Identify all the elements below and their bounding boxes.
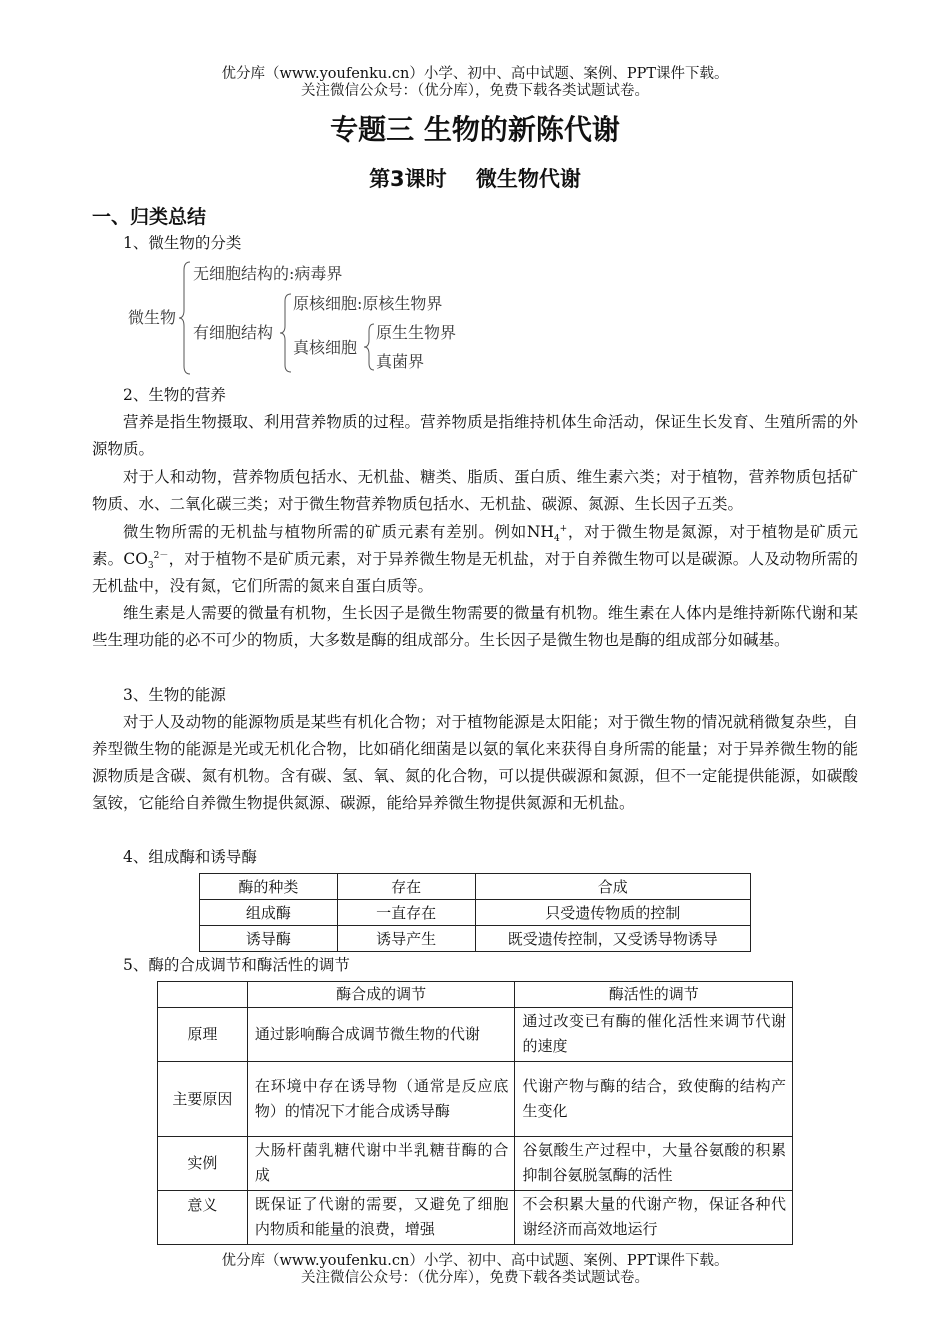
paragraph-inorganic-salts xyxy=(92,519,858,600)
brace-cellular xyxy=(280,294,291,372)
subsection-heading-classification: 1、微生物的分类 xyxy=(123,234,242,252)
table-header-cell: 合成 xyxy=(475,874,751,900)
table-row xyxy=(158,1008,793,1062)
tree-node-fungi: 真菌界 xyxy=(376,352,425,371)
para-text: ，对于植物不是矿质元素，对于异养微生物是无机盐，对于自养微生物可以是碳源。人及动物所需的无机盐中，没有氮，它们所需的氮来自蛋白质等。 xyxy=(92,550,858,595)
subsection-heading-regulation: 5、酶的合成调节和酶活性的调节 xyxy=(123,956,350,974)
table-row-label: 原理 xyxy=(158,1008,248,1062)
header-line-2: 关注微信公众号：（优分库），免费下载各类试题试卷。 xyxy=(301,83,649,99)
subsection-heading-energy: 3、生物的能源 xyxy=(123,686,226,704)
para-text: 微生物所需的无机盐与植物所需的矿质元素有差别。例如NH xyxy=(123,523,554,541)
enzyme-types-table xyxy=(199,873,751,952)
footer-line-2: 关注微信公众号：（优分库），免费下载各类试题试卷。 xyxy=(301,1270,649,1286)
tree-node-acellular: 无细胞结构的:病毒界 xyxy=(193,264,343,283)
table-row-label: 实例 xyxy=(158,1137,248,1191)
lesson-subtitle: 第3课时 微生物代谢 xyxy=(369,167,581,191)
tree-node-prokaryotic: 原核细胞:原核生物界 xyxy=(293,294,443,313)
document-title: 专题三 生物的新陈代谢 xyxy=(330,113,620,146)
table-header-cell: 酶活性的调节 xyxy=(515,982,793,1008)
table-cell: 谷氨酸生产过程中，大量谷氨酸的积累抑制谷氨脱氢酶的活性 xyxy=(515,1137,793,1191)
table-row-label: 意义 xyxy=(158,1191,248,1245)
header-line-1: 优分库（www.youfenku.cn）小学、初中、高中试题、案例、PPT课件下载。 xyxy=(221,66,729,82)
table-row xyxy=(200,926,751,952)
tree-root-microbe: 微生物 xyxy=(128,308,177,327)
paragraph-nutrition-definition: 营养是指生物摄取、利用营养物质的过程。营养物质是指维持机体生命活动，保证生长发育、生殖所需的外源物质。 xyxy=(92,413,858,458)
brace-eukaryotic xyxy=(364,324,374,370)
subscript: 4 xyxy=(553,534,560,545)
table-cell: 通过影响酶合成调节微生物的代谢 xyxy=(247,1008,515,1062)
table-cell: 代谢产物与酶的结合，致使酶的结构产生变化 xyxy=(515,1062,793,1137)
para-text: ，对于微生物是氮源，对于植物是矿质元素。CO xyxy=(92,523,858,568)
page-footer xyxy=(0,1253,950,1287)
paragraph-vitamins: 维生素是人需要的微量有机物，生长因子是微生物需要的微量有机物。维生素在人体内是维持新陈代谢和某些生理功能的必不可少的物质，大多数是酶的组成部分。生长因子是微生物也是酶的组成部分如碱基。 xyxy=(92,604,858,649)
table-row xyxy=(158,1137,793,1191)
table-cell: 不会积累大量的代谢产物，保证各种代谢经济而高效地运行 xyxy=(515,1191,793,1245)
subsection-heading-nutrition: 2、生物的营养 xyxy=(123,386,226,404)
table-header-cell: 酶的种类 xyxy=(200,874,338,900)
table-cell: 大肠杆菌乳糖代谢中半乳糖苷酶的合成 xyxy=(247,1137,515,1191)
table-cell: 诱导产生 xyxy=(337,926,475,952)
tree-node-eukaryotic: 真核细胞 xyxy=(293,338,358,357)
subsection-heading-enzymes: 4、组成酶和诱导酶 xyxy=(123,848,257,866)
table-header-row xyxy=(158,982,793,1008)
table-cell: 通过改变已有酶的催化活性来调节代谢的速度 xyxy=(515,1008,793,1062)
table-header-row xyxy=(200,874,751,900)
tree-node-cellular: 有细胞结构 xyxy=(193,323,274,342)
table-cell: 既保证了代谢的需要，又避免了细胞内物质和能量的浪费，增强 xyxy=(247,1191,515,1245)
table-cell: 一直存在 xyxy=(337,900,475,926)
paragraph-nutrient-types: 对于人和动物，营养物质包括水、无机盐、糖类、脂质、蛋白质、维生素六类；对于植物，营养物质包括矿物质、水、二氧化碳三类；对于微生物营养物质包括水、无机盐、碳源、氮源、生长因子五类。 xyxy=(92,468,858,513)
table-row-label: 主要原因 xyxy=(158,1062,248,1137)
superscript: 2－ xyxy=(153,550,169,561)
table-cell: 只受遗传物质的控制 xyxy=(475,900,751,926)
table-header-cell: 存在 xyxy=(337,874,475,900)
table-cell: 在环境中存在诱导物（通常是反应底物）的情况下才能合成诱导酶 xyxy=(247,1062,515,1137)
enzyme-regulation-table xyxy=(157,981,793,1245)
table-header-cell xyxy=(158,982,248,1008)
tree-node-protista: 原生生物界 xyxy=(376,323,457,342)
section-heading: 一、归类总结 xyxy=(92,206,207,228)
table-cell: 诱导酶 xyxy=(200,926,338,952)
table-header-cell: 酶合成的调节 xyxy=(247,982,515,1008)
footer-line-1: 优分库（www.youfenku.cn）小学、初中、高中试题、案例、PPT课件下载。 xyxy=(221,1253,729,1269)
subscript: 3 xyxy=(147,561,154,572)
superscript: + xyxy=(559,523,568,534)
table-row xyxy=(158,1191,793,1245)
brace-root xyxy=(179,262,190,374)
table-cell: 既受遗传控制，又受诱导物诱导 xyxy=(475,926,751,952)
paragraph-energy-sources: 对于人及动物的能源物质是某些有机化合物；对于植物能源是太阳能；对于微生物的情况就稍微复杂些，自养型微生物的能源是光或无机化合物，比如硝化细菌是以氨的氧化来获得自身所需的能量；对于异养微生物的能源物质是含碳、氮有机物。含有碳、氢、氧、氮的化合物，可以提供碳源和氮源，但不一定能提供能源，如碳酸氢铵，它能给自养微生物提供氮源、碳源，能给异养微生物提供氮源和无机盐。 xyxy=(92,713,858,812)
table-row xyxy=(158,1062,793,1137)
table-cell: 组成酶 xyxy=(200,900,338,926)
table-row xyxy=(200,900,751,926)
